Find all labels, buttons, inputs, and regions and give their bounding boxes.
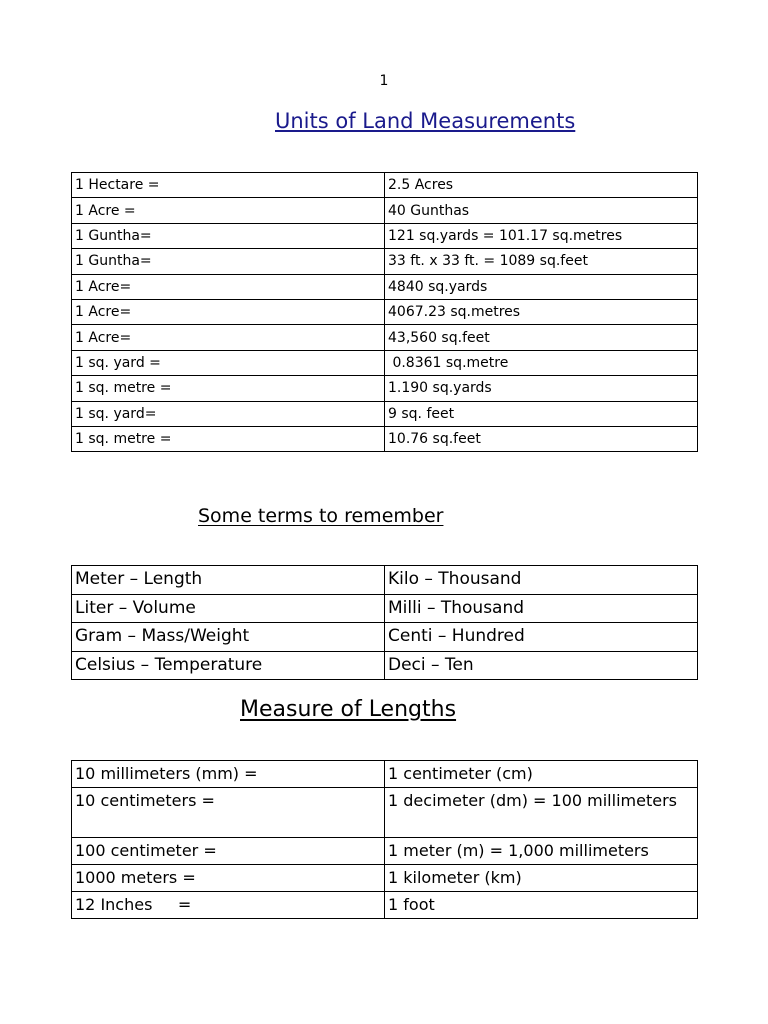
table-cell: 1 centimeter (cm) bbox=[385, 761, 698, 788]
table-cell: 1 Acre= bbox=[72, 299, 385, 324]
table-cell: 4840 sq.yards bbox=[385, 274, 698, 299]
table-cell: 0.8361 sq.metre bbox=[385, 350, 698, 375]
table-cell: Meter – Length bbox=[72, 566, 385, 595]
table-cell: 1.190 sq.yards bbox=[385, 376, 698, 401]
table-cell: Celsius – Temperature bbox=[72, 651, 385, 680]
page-number: 1 bbox=[379, 73, 389, 89]
table-cell: Centi – Hundred bbox=[385, 623, 698, 652]
table-row bbox=[72, 838, 698, 865]
table-row bbox=[72, 325, 698, 350]
table-cell: 1000 meters = bbox=[72, 865, 385, 892]
heading-measure-of-lengths: Measure of Lengths bbox=[240, 697, 457, 722]
table-cell: 1 decimeter (dm) = 100 millimeters bbox=[385, 788, 698, 838]
table-row bbox=[72, 173, 698, 198]
table-cell: 1 Acre= bbox=[72, 325, 385, 350]
table-cell: 40 Gunthas bbox=[385, 198, 698, 223]
table-row bbox=[72, 299, 698, 324]
table-cell: Deci – Ten bbox=[385, 651, 698, 680]
table-row bbox=[72, 223, 698, 248]
terms-table bbox=[71, 565, 698, 680]
table-cell: 4067.23 sq.metres bbox=[385, 299, 698, 324]
table-row bbox=[72, 892, 698, 919]
table-row bbox=[72, 761, 698, 788]
table-cell: Kilo – Thousand bbox=[385, 566, 698, 595]
table-cell: 10.76 sq.feet bbox=[385, 426, 698, 451]
table-row bbox=[72, 274, 698, 299]
table-row bbox=[72, 623, 698, 652]
table-cell: 2.5 Acres bbox=[385, 173, 698, 198]
table-cell: 43,560 sq.feet bbox=[385, 325, 698, 350]
table-cell: Milli – Thousand bbox=[385, 594, 698, 623]
table-row bbox=[72, 249, 698, 274]
table-cell: 1 sq. yard= bbox=[72, 401, 385, 426]
table-row bbox=[72, 376, 698, 401]
table-cell: 1 sq. yard = bbox=[72, 350, 385, 375]
table-row bbox=[72, 594, 698, 623]
table-row bbox=[72, 198, 698, 223]
table-row bbox=[72, 651, 698, 680]
table-cell: 1 sq. metre = bbox=[72, 426, 385, 451]
table-cell: 1 Guntha= bbox=[72, 223, 385, 248]
table-cell: 1 kilometer (km) bbox=[385, 865, 698, 892]
table-cell: 9 sq. feet bbox=[385, 401, 698, 426]
table-cell: 1 Acre = bbox=[72, 198, 385, 223]
table-cell: 10 millimeters (mm) = bbox=[72, 761, 385, 788]
table-row bbox=[72, 401, 698, 426]
table-cell: 12 Inches = bbox=[72, 892, 385, 919]
table-row bbox=[72, 566, 698, 595]
table-row bbox=[72, 350, 698, 375]
table-cell: 1 foot bbox=[385, 892, 698, 919]
table-cell: 1 meter (m) = 1,000 millimeters bbox=[385, 838, 698, 865]
table-cell: 1 sq. metre = bbox=[72, 376, 385, 401]
table-row bbox=[72, 426, 698, 451]
table-cell: 121 sq.yards = 101.17 sq.metres bbox=[385, 223, 698, 248]
table-cell: Gram – Mass/Weight bbox=[72, 623, 385, 652]
table-cell: 33 ft. x 33 ft. = 1089 sq.feet bbox=[385, 249, 698, 274]
table-cell: 1 Guntha= bbox=[72, 249, 385, 274]
land-units-table bbox=[71, 172, 698, 452]
table-cell: 1 Hectare = bbox=[72, 173, 385, 198]
table-cell: 1 Acre= bbox=[72, 274, 385, 299]
title-land-measurements: Units of Land Measurements bbox=[275, 109, 576, 133]
table-cell: Liter – Volume bbox=[72, 594, 385, 623]
lengths-table bbox=[71, 760, 698, 919]
table-cell: 10 centimeters = bbox=[72, 788, 385, 838]
table-row bbox=[72, 865, 698, 892]
table-row bbox=[72, 788, 698, 838]
heading-some-terms: Some terms to remember bbox=[198, 505, 444, 527]
table-cell: 100 centimeter = bbox=[72, 838, 385, 865]
